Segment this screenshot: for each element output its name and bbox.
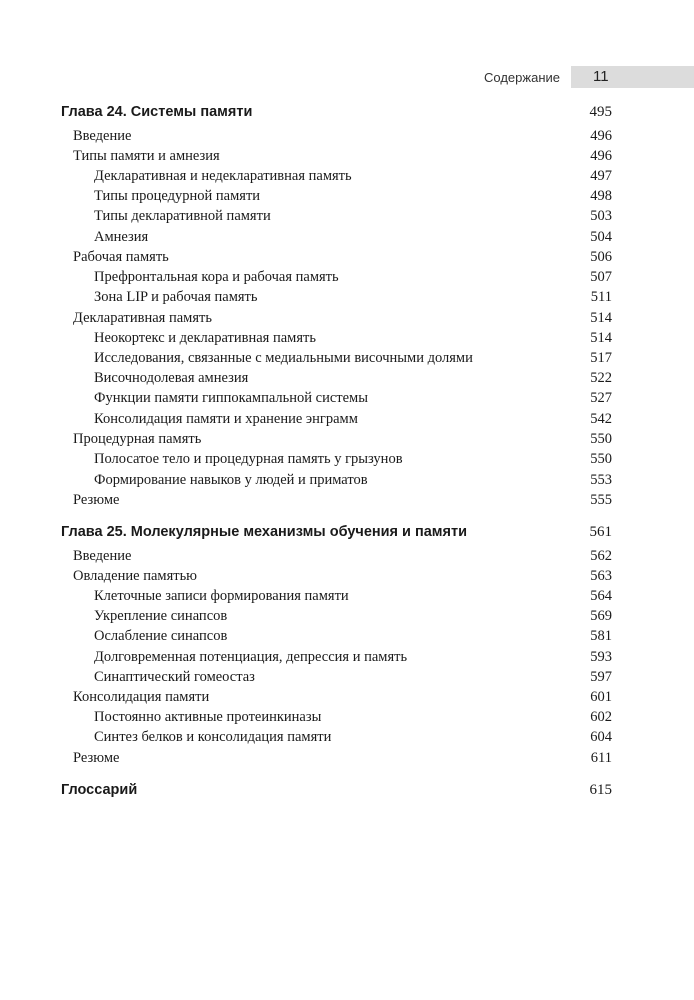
toc-subsection-entry: [0, 709, 694, 729]
toc-subsection-entry: [0, 390, 694, 410]
toc-section-entry: [0, 568, 694, 588]
toc-entry-title: Типы памяти и амнезия: [73, 148, 220, 164]
toc-section-entry: [0, 548, 694, 568]
toc-entry-page: 497: [590, 168, 612, 184]
toc-entry-title: Исследования, связанные с медиальными височными долями: [94, 350, 473, 366]
running-head: [0, 66, 694, 90]
toc-subsection-entry: [0, 269, 694, 289]
toc-entry-title: Глава 24. Системы памяти: [61, 104, 253, 120]
toc-entry-title: Долговременная потенциация, депрессия и память: [94, 649, 408, 665]
toc-entry-page: 514: [590, 310, 612, 326]
toc-entry-page: 569: [590, 608, 612, 624]
toc-entry-title: Синаптический гомеостаз: [94, 669, 255, 685]
toc-entry-page: 615: [589, 782, 612, 798]
toc-subsection-entry: [0, 472, 694, 492]
toc-entry-page: 542: [590, 411, 612, 427]
toc-entry-title: Введение: [73, 548, 132, 564]
toc-entry-page: 514: [590, 330, 612, 346]
toc-entry-title: Полосатое тело и процедурная память у грызунов: [94, 451, 403, 467]
toc-entry-page: 511: [590, 289, 612, 305]
toc-entry-page: 562: [590, 548, 612, 564]
toc-subsection-entry: [0, 370, 694, 390]
toc-subsection-entry: [0, 588, 694, 608]
toc-subsection-entry: [0, 188, 694, 208]
toc-entry-page: 527: [590, 390, 612, 406]
toc-entry-title: Неокортекс и декларативная память: [94, 330, 316, 346]
toc-entry-page: 581: [590, 628, 612, 644]
toc-entry-title: Консолидация памяти и хранение энграмм: [94, 411, 358, 427]
page-number-box: [571, 66, 694, 88]
toc-entry-page: 495: [589, 104, 612, 120]
toc-subsection-entry: [0, 729, 694, 749]
toc-entry-page: 550: [590, 451, 612, 467]
toc-entry-page: 564: [590, 588, 612, 604]
toc-section-entry: [0, 249, 694, 269]
toc-entry-page: 506: [590, 249, 612, 265]
toc-chapter-entry: [0, 524, 694, 544]
toc-section-entry: [0, 492, 694, 512]
toc-entry-page: 504: [590, 229, 612, 245]
toc-entry-title: Постоянно активные протеинкиназы: [94, 709, 322, 725]
toc-entry-title: Типы процедурной памяти: [94, 188, 261, 204]
toc-entry-page: 604: [590, 729, 612, 745]
toc-entry-title: Резюме: [73, 750, 120, 766]
toc-entry-title: Введение: [73, 128, 132, 144]
toc-entry-title: Процедурная память: [73, 431, 202, 447]
toc-entry-page: 522: [590, 370, 612, 386]
toc-entry-title: Декларативная память: [73, 310, 212, 326]
toc-entry-title: Глава 25. Молекулярные механизмы обучения и памяти: [61, 524, 468, 540]
page-number: 11: [593, 68, 609, 85]
toc-section-entry: [0, 750, 694, 770]
toc-entry-page: 602: [590, 709, 612, 725]
toc-section-entry: [0, 310, 694, 330]
toc-entry-title: Рабочая память: [73, 249, 169, 265]
toc-entry-title: Консолидация памяти: [73, 689, 210, 705]
toc-entry-page: 611: [590, 750, 612, 766]
toc-entry-title: Декларативная и недекларативная память: [94, 168, 352, 184]
toc-subsection-entry: [0, 608, 694, 628]
toc-entry-title: Формирование навыков у людей и приматов: [94, 472, 368, 488]
toc-subsection-entry: [0, 350, 694, 370]
toc-chapter-entry: [0, 782, 694, 802]
toc-section-entry: [0, 128, 694, 148]
toc-entry-page: 553: [590, 472, 612, 488]
toc-subsection-entry: [0, 289, 694, 309]
running-head-title: Содержание: [484, 70, 560, 85]
toc-subsection-entry: [0, 669, 694, 689]
toc-chapter-entry: [0, 104, 694, 124]
toc-entry-page: 496: [590, 148, 612, 164]
toc-entry-page: 561: [589, 524, 612, 540]
toc-entry-title: Префронтальная кора и рабочая память: [94, 269, 339, 285]
toc-entry-page: 597: [590, 669, 612, 685]
toc-subsection-entry: [0, 330, 694, 350]
toc-entry-page: 593: [590, 649, 612, 665]
toc-subsection-entry: [0, 451, 694, 471]
toc-entry-title: Овладение памятью: [73, 568, 198, 584]
toc-entry-page: 496: [590, 128, 612, 144]
toc-entry-page: 601: [590, 689, 612, 705]
toc-entry-page: 555: [590, 492, 612, 508]
toc-entry-page: 517: [590, 350, 612, 366]
toc-entry-title: Амнезия: [94, 229, 149, 245]
toc-subsection-entry: [0, 168, 694, 188]
toc-entry-title: Синтез белков и консолидация памяти: [94, 729, 332, 745]
toc-entry-title: Зона LIP и рабочая память: [94, 289, 258, 305]
toc-entry-title: Клеточные записи формирования памяти: [94, 588, 349, 604]
toc-entry-title: Височнодолевая амнезия: [94, 370, 249, 386]
toc-entry-title: Глоссарий: [61, 782, 138, 798]
toc-entry-title: Функции памяти гиппокампальной системы: [94, 390, 368, 406]
toc-entry-page: 503: [590, 208, 612, 224]
toc-subsection-entry: [0, 649, 694, 669]
toc-subsection-entry: [0, 229, 694, 249]
toc-entry-title: Резюме: [73, 492, 120, 508]
toc-section-entry: [0, 148, 694, 168]
toc-section-entry: [0, 689, 694, 709]
toc-section-entry: [0, 431, 694, 451]
toc-subsection-entry: [0, 208, 694, 228]
toc-entry-title: Ослабление синапсов: [94, 628, 228, 644]
toc-entry-title: Укрепление синапсов: [94, 608, 228, 624]
toc-subsection-entry: [0, 411, 694, 431]
toc-entry-page: 563: [590, 568, 612, 584]
toc-entry-title: Типы декларативной памяти: [94, 208, 271, 224]
toc-subsection-entry: [0, 628, 694, 648]
toc-entry-page: 498: [590, 188, 612, 204]
toc-entry-page: 550: [590, 431, 612, 447]
toc-entry-page: 507: [590, 269, 612, 285]
